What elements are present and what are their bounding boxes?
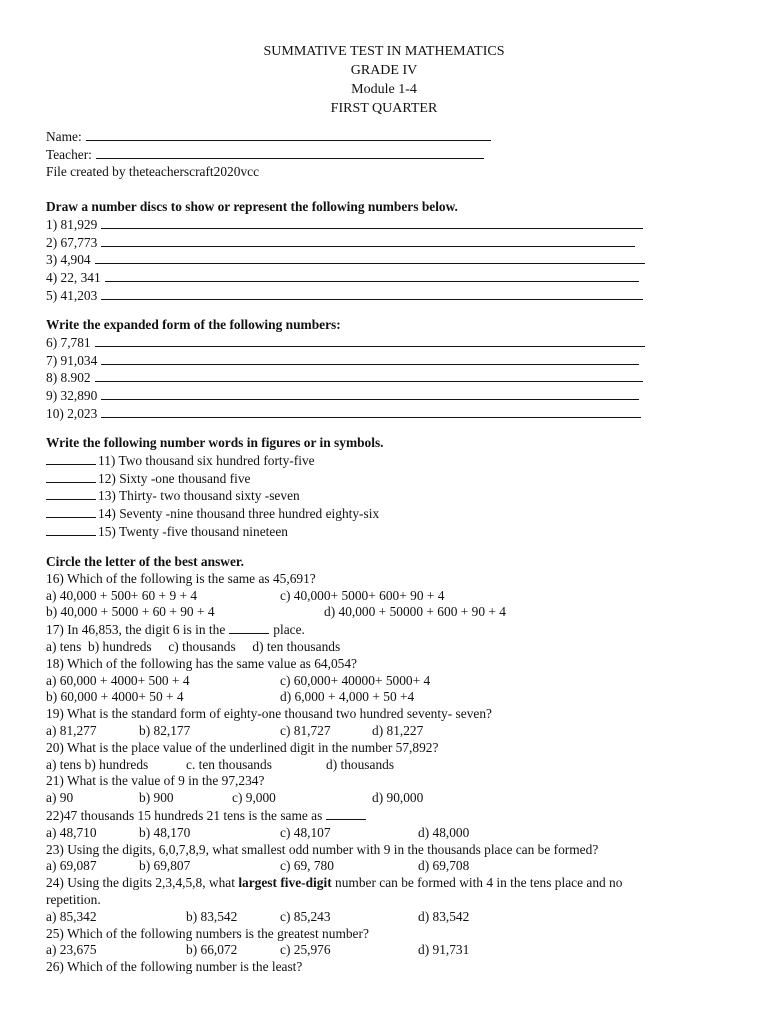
student-info bbox=[46, 128, 706, 180]
option-a[interactable]: a) 23,675 bbox=[46, 942, 97, 958]
item-row bbox=[46, 352, 706, 370]
question-text-end: place. bbox=[273, 622, 305, 638]
options-row[interactable]: a) tens b) hundreds c) thousands d) ten thousands bbox=[46, 638, 341, 654]
options-row bbox=[46, 858, 736, 875]
option-b[interactable]: b) 40,000 + 5000 + 60 + 90 + 4 bbox=[46, 604, 215, 620]
credit-line bbox=[46, 164, 706, 181]
answer-blank[interactable] bbox=[46, 470, 96, 483]
name-row bbox=[46, 128, 706, 146]
item-label: 5) 41,203 bbox=[46, 287, 98, 303]
answer-blank[interactable] bbox=[326, 807, 366, 820]
options-row bbox=[46, 588, 736, 605]
options-row bbox=[46, 909, 736, 926]
item-label: 3) 4,904 bbox=[46, 252, 91, 268]
answer-line[interactable] bbox=[101, 387, 639, 400]
item-label: 10) 2,023 bbox=[46, 405, 98, 421]
item-row bbox=[46, 251, 706, 269]
teacher-label: Teacher: bbox=[46, 146, 92, 162]
options-row bbox=[46, 825, 736, 842]
option-d[interactable]: d) 90,000 bbox=[372, 790, 424, 806]
question-19: 19) What is the standard form of eighty-one thousand two hundred seventy- seven? bbox=[46, 706, 492, 722]
options-row bbox=[46, 604, 736, 621]
answer-blank[interactable] bbox=[46, 487, 96, 500]
option-c[interactable]: c. ten thousands bbox=[186, 756, 272, 772]
item-row bbox=[46, 369, 706, 387]
option-d[interactable]: d) 83,542 bbox=[418, 908, 470, 924]
item-label: 8) 8.902 bbox=[46, 370, 91, 386]
question-20: 20) What is the place value of the underlined digit in the number 57,892? bbox=[46, 739, 439, 755]
section4-instruction: Circle the letter of the best answer. bbox=[46, 554, 244, 569]
option-a[interactable]: a) 81,277 bbox=[46, 722, 97, 738]
answer-line[interactable] bbox=[101, 405, 641, 418]
option-b[interactable]: b) 900 bbox=[139, 790, 174, 806]
option-c[interactable]: c) 81,727 bbox=[280, 722, 331, 738]
question-21: 21) What is the value of 9 in the 97,234? bbox=[46, 773, 265, 789]
options-row bbox=[46, 673, 736, 690]
item-row bbox=[46, 405, 706, 423]
question-emphasis: largest five-digit bbox=[238, 875, 332, 891]
answer-line[interactable] bbox=[101, 352, 639, 365]
answer-blank[interactable] bbox=[46, 523, 96, 536]
option-c[interactable]: c) 40,000+ 5000+ 600+ 90 + 4 bbox=[280, 587, 445, 603]
option-d[interactable]: d) 91,731 bbox=[418, 942, 470, 958]
option-c[interactable]: c) 69, 780 bbox=[280, 858, 334, 874]
answer-line[interactable] bbox=[101, 287, 643, 300]
option-d[interactable]: d) 69,708 bbox=[418, 858, 470, 874]
answer-line[interactable] bbox=[95, 251, 645, 264]
question-16: 16) Which of the following is the same as 45,691? bbox=[46, 570, 316, 586]
item-label: 14) Seventy -nine thousand three hundred eighty-six bbox=[98, 506, 380, 522]
option-c[interactable]: c) 25,976 bbox=[280, 942, 331, 958]
section-expanded-form bbox=[46, 317, 706, 423]
question-text-end: number can be formed with 4 in the tens place and no bbox=[335, 875, 623, 891]
option-b[interactable]: b) 69,807 bbox=[139, 858, 191, 874]
answer-blank[interactable] bbox=[229, 621, 269, 634]
options-row bbox=[46, 942, 736, 959]
item-row bbox=[46, 216, 706, 234]
question-17 bbox=[46, 621, 736, 639]
answer-line[interactable] bbox=[95, 369, 643, 382]
option-d[interactable]: d) 48,000 bbox=[418, 824, 470, 840]
item-row bbox=[46, 287, 706, 305]
module-label: Module 1-4 bbox=[351, 82, 417, 97]
teacher-field[interactable] bbox=[96, 146, 484, 159]
answer-line[interactable] bbox=[101, 234, 635, 247]
option-b[interactable]: b) 48,170 bbox=[139, 824, 191, 840]
item-row bbox=[46, 505, 706, 523]
option-b[interactable]: b) 66,072 bbox=[186, 942, 238, 958]
test-header bbox=[0, 42, 768, 118]
option-a[interactable]: a) 40,000 + 500+ 60 + 9 + 4 bbox=[46, 587, 198, 603]
option-b[interactable]: b) 82,177 bbox=[139, 722, 191, 738]
answer-line[interactable] bbox=[95, 334, 645, 347]
option-a[interactable]: a) 69,087 bbox=[46, 858, 97, 874]
grade-label: GRADE IV bbox=[350, 63, 418, 78]
name-field[interactable] bbox=[86, 128, 491, 141]
item-row bbox=[46, 487, 706, 505]
option-c[interactable]: c) 9,000 bbox=[232, 790, 276, 806]
question-text: 24) Using the digits 2,3,4,5,8, what bbox=[46, 875, 235, 891]
options-row bbox=[46, 757, 736, 774]
section1-instruction: Draw a number discs to show or represent the following numbers below. bbox=[46, 199, 458, 214]
item-label: 4) 22, 341 bbox=[46, 270, 101, 286]
answer-blank[interactable] bbox=[46, 505, 96, 518]
quarter-label: FIRST QUARTER bbox=[330, 101, 438, 116]
options-row bbox=[46, 790, 736, 807]
test-title: SUMMATIVE TEST IN MATHEMATICS bbox=[263, 44, 505, 59]
answer-line[interactable] bbox=[101, 216, 643, 229]
section-number-discs bbox=[46, 199, 706, 305]
section-multiple-choice bbox=[46, 554, 736, 976]
option-a[interactable]: a) 90 bbox=[46, 790, 74, 806]
options-row bbox=[46, 689, 736, 706]
question-23: 23) Using the digits, 6,0,7,8,9, what smallest odd number with 9 in the thousands place can be formed? bbox=[46, 841, 599, 857]
question-25: 25) Which of the following numbers is the greatest number? bbox=[46, 925, 369, 941]
item-row bbox=[46, 523, 706, 541]
option-a[interactable]: a) 60,000 + 4000+ 500 + 4 bbox=[46, 672, 190, 688]
question-26: 26) Which of the following number is the least? bbox=[46, 959, 303, 975]
section2-instruction: Write the expanded form of the following numbers: bbox=[46, 317, 341, 332]
option-c[interactable]: c) 48,107 bbox=[280, 824, 331, 840]
question-text: 17) In 46,853, the digit 6 is in the bbox=[46, 622, 226, 638]
option-b[interactable]: b) 60,000 + 4000+ 50 + 4 bbox=[46, 689, 184, 705]
item-row bbox=[46, 470, 706, 488]
option-d[interactable]: d) 6,000 + 4,000 + 50 +4 bbox=[280, 689, 415, 705]
item-row bbox=[46, 452, 706, 470]
item-label: 7) 91,034 bbox=[46, 352, 98, 368]
section3-instruction: Write the following number words in figures or in symbols. bbox=[46, 435, 384, 450]
answer-blank[interactable] bbox=[46, 452, 96, 465]
question-22 bbox=[46, 807, 736, 825]
option-d[interactable]: d) 40,000 + 50000 + 600 + 90 + 4 bbox=[324, 604, 506, 620]
question-18: 18) Which of the following has the same value as 64,054? bbox=[46, 655, 358, 671]
item-row bbox=[46, 387, 706, 405]
option-a-b[interactable]: a) tens b) hundreds bbox=[46, 756, 149, 772]
option-a[interactable]: a) 48,710 bbox=[46, 824, 97, 840]
option-c[interactable]: c) 60,000+ 40000+ 5000+ 4 bbox=[280, 672, 431, 688]
option-c[interactable]: c) 85,243 bbox=[280, 908, 331, 924]
item-label: 9) 32,890 bbox=[46, 388, 98, 404]
options-row bbox=[46, 723, 736, 740]
section-number-words bbox=[46, 435, 706, 541]
option-d[interactable]: d) 81,227 bbox=[372, 722, 424, 738]
answer-line[interactable] bbox=[105, 269, 639, 282]
item-row bbox=[46, 269, 706, 287]
item-label: 13) Thirty- two thousand sixty -seven bbox=[98, 488, 300, 504]
item-label: 1) 81,929 bbox=[46, 216, 98, 232]
item-row bbox=[46, 234, 706, 252]
item-row bbox=[46, 334, 706, 352]
question-24-cont: repetition. bbox=[46, 891, 101, 907]
option-b[interactable]: b) 83,542 bbox=[186, 908, 238, 924]
item-label: 11) Two thousand six hundred forty-five bbox=[98, 452, 315, 468]
teacher-row bbox=[46, 146, 706, 164]
question-text: 22)47 thousands 15 hundreds 21 tens is the same as bbox=[46, 807, 323, 823]
question-24 bbox=[46, 875, 736, 892]
name-label: Name: bbox=[46, 129, 82, 144]
item-label: 2) 67,773 bbox=[46, 234, 98, 250]
option-d[interactable]: d) thousands bbox=[326, 756, 395, 772]
credit-text: File created by theteacherscraft2020vcc bbox=[46, 163, 260, 179]
item-label: 6) 7,781 bbox=[46, 334, 91, 350]
item-label: 12) Sixty -one thousand five bbox=[98, 470, 251, 486]
item-label: 15) Twenty -five thousand nineteen bbox=[98, 523, 288, 539]
option-a[interactable]: a) 85,342 bbox=[46, 908, 97, 924]
